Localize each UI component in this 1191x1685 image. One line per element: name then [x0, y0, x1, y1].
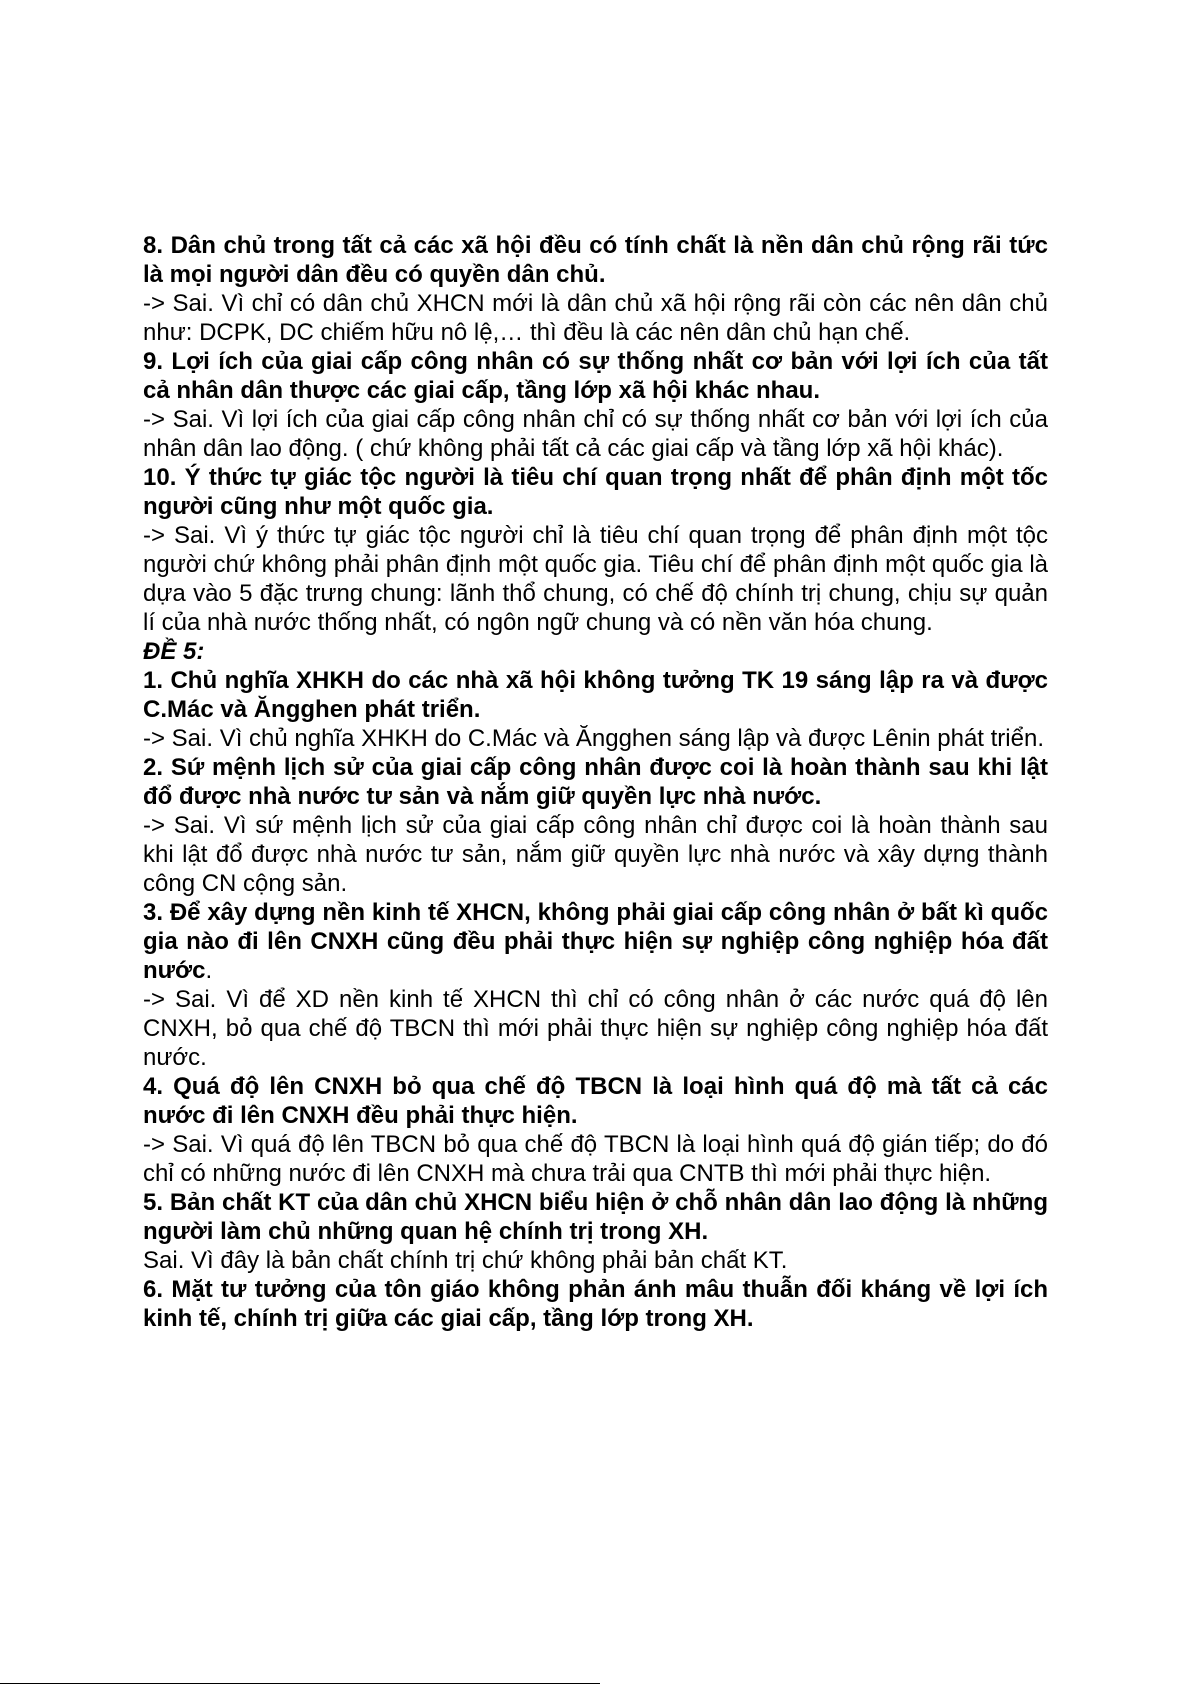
answer-2: -> Sai. Vì sứ mệnh lịch sử của giai cấp công nhân chỉ được coi là hoàn thành sau khi lật đổ được nhà nước tư sản, nắm giữ quyền lực nhà nước và xây dựng thành công CN cộng sản.	[143, 812, 1048, 897]
question-3: 3. Để xây dựng nền kinh tế XHCN, không phải giai cấp công nhân ở bất kì quốc gia nào đi lên CNXH cũng đều phải thực hiện sự nghiệp công nghiệp hóa đất nước	[143, 899, 1048, 984]
answer-10: -> Sai. Vì ý thức tự giác tộc người chỉ là tiêu chí quan trọng để phân định một tộc người chứ không phải phân định một quốc gia. Tiêu chí để phân định một quốc gia là dựa vào 5 đặc trưng chung: lãnh thổ chung, có chế độ chính trị chung, chịu sự quản lí của nhà nước thống nhất, có ngôn ngữ chung và có nền văn hóa chung.	[143, 522, 1048, 636]
answer-9: -> Sai. Vì lợi ích của giai cấp công nhân chỉ có sự thống nhất cơ bản với lợi ích của nhân dân lao động. ( chứ không phải tất cả các giai cấp và tầng lớp xã hội khác).	[143, 406, 1048, 462]
question-2: 2. Sứ mệnh lịch sử của giai cấp công nhân được coi là hoàn thành sau khi lật đổ được nhà nước tư sản và nắm giữ quyền lực nhà nước.	[143, 754, 1048, 810]
question-3-tail: .	[205, 957, 213, 984]
question-8: 8. Dân chủ trong tất cả các xã hội đều có tính chất là nền dân chủ rộng rãi tức là mọi người dân đều có quyền dân chủ.	[143, 232, 1048, 288]
document-body	[143, 231, 1048, 1333]
answer-4: -> Sai. Vì quá độ lên TBCN bỏ qua chế độ TBCN là loại hình quá độ gián tiếp; do đó chỉ có những nước đi lên CNXH mà chưa trải qua CNTB thì mới phải thực hiện.	[143, 1131, 1048, 1187]
question-9: 9. Lợi ích của giai cấp công nhân có sự thống nhất cơ bản với lợi ích của tất cả nhân dân thược các giai cấp, tầng lớp xã hội khác nhau.	[143, 348, 1048, 404]
section-heading-de-5: ĐỀ 5:	[143, 638, 205, 665]
question-6: 6. Mặt tư tưởng của tôn giáo không phản ánh mâu thuẫn đối kháng về lợi ích kinh tế, chính trị giữa các giai cấp, tầng lớp trong XH.	[143, 1276, 1048, 1332]
answer-1: -> Sai. Vì chủ nghĩa XHKH do C.Mác và Ăngghen sáng lập và được Lênin phát triển.	[143, 725, 1044, 752]
answer-5: Sai. Vì đây là bản chất chính trị chứ không phải bản chất KT.	[143, 1247, 788, 1274]
question-10: 10. Ý thức tự giác tộc người là tiêu chí quan trọng nhất để phân định một tốc người cũng như một quốc gia.	[143, 464, 1048, 520]
question-4: 4. Quá độ lên CNXH bỏ qua chế độ TBCN là loại hình quá độ mà tất cả các nước đi lên CNXH đều phải thực hiện.	[143, 1073, 1048, 1129]
question-1: 1. Chủ nghĩa XHKH do các nhà xã hội không tưởng TK 19 sáng lập ra và được C.Mác và Ăngghen phát triển.	[143, 667, 1048, 723]
question-3-paragraph	[143, 898, 1048, 985]
answer-8: -> Sai. Vì chỉ có dân chủ XHCN mới là dân chủ xã hội rộng rãi còn các nên dân chủ như: DCPK, DC chiếm hữu nô lệ,… thì đều là các nên dân chủ hạn chế.	[143, 290, 1048, 346]
answer-3: -> Sai. Vì để XD nền kinh tế XHCN thì chỉ có công nhân ở các nước quá độ lên CNXH, bỏ qua chế độ TBCN thì mới phải thực hiện sự nghiệp công nghiệp hóa đất nước.	[143, 986, 1048, 1071]
page-bottom-divider	[0, 1683, 600, 1684]
question-5: 5. Bản chất KT của dân chủ XHCN biểu hiện ở chỗ nhân dân lao động là những người làm chủ những quan hệ chính trị trong XH.	[143, 1189, 1048, 1245]
